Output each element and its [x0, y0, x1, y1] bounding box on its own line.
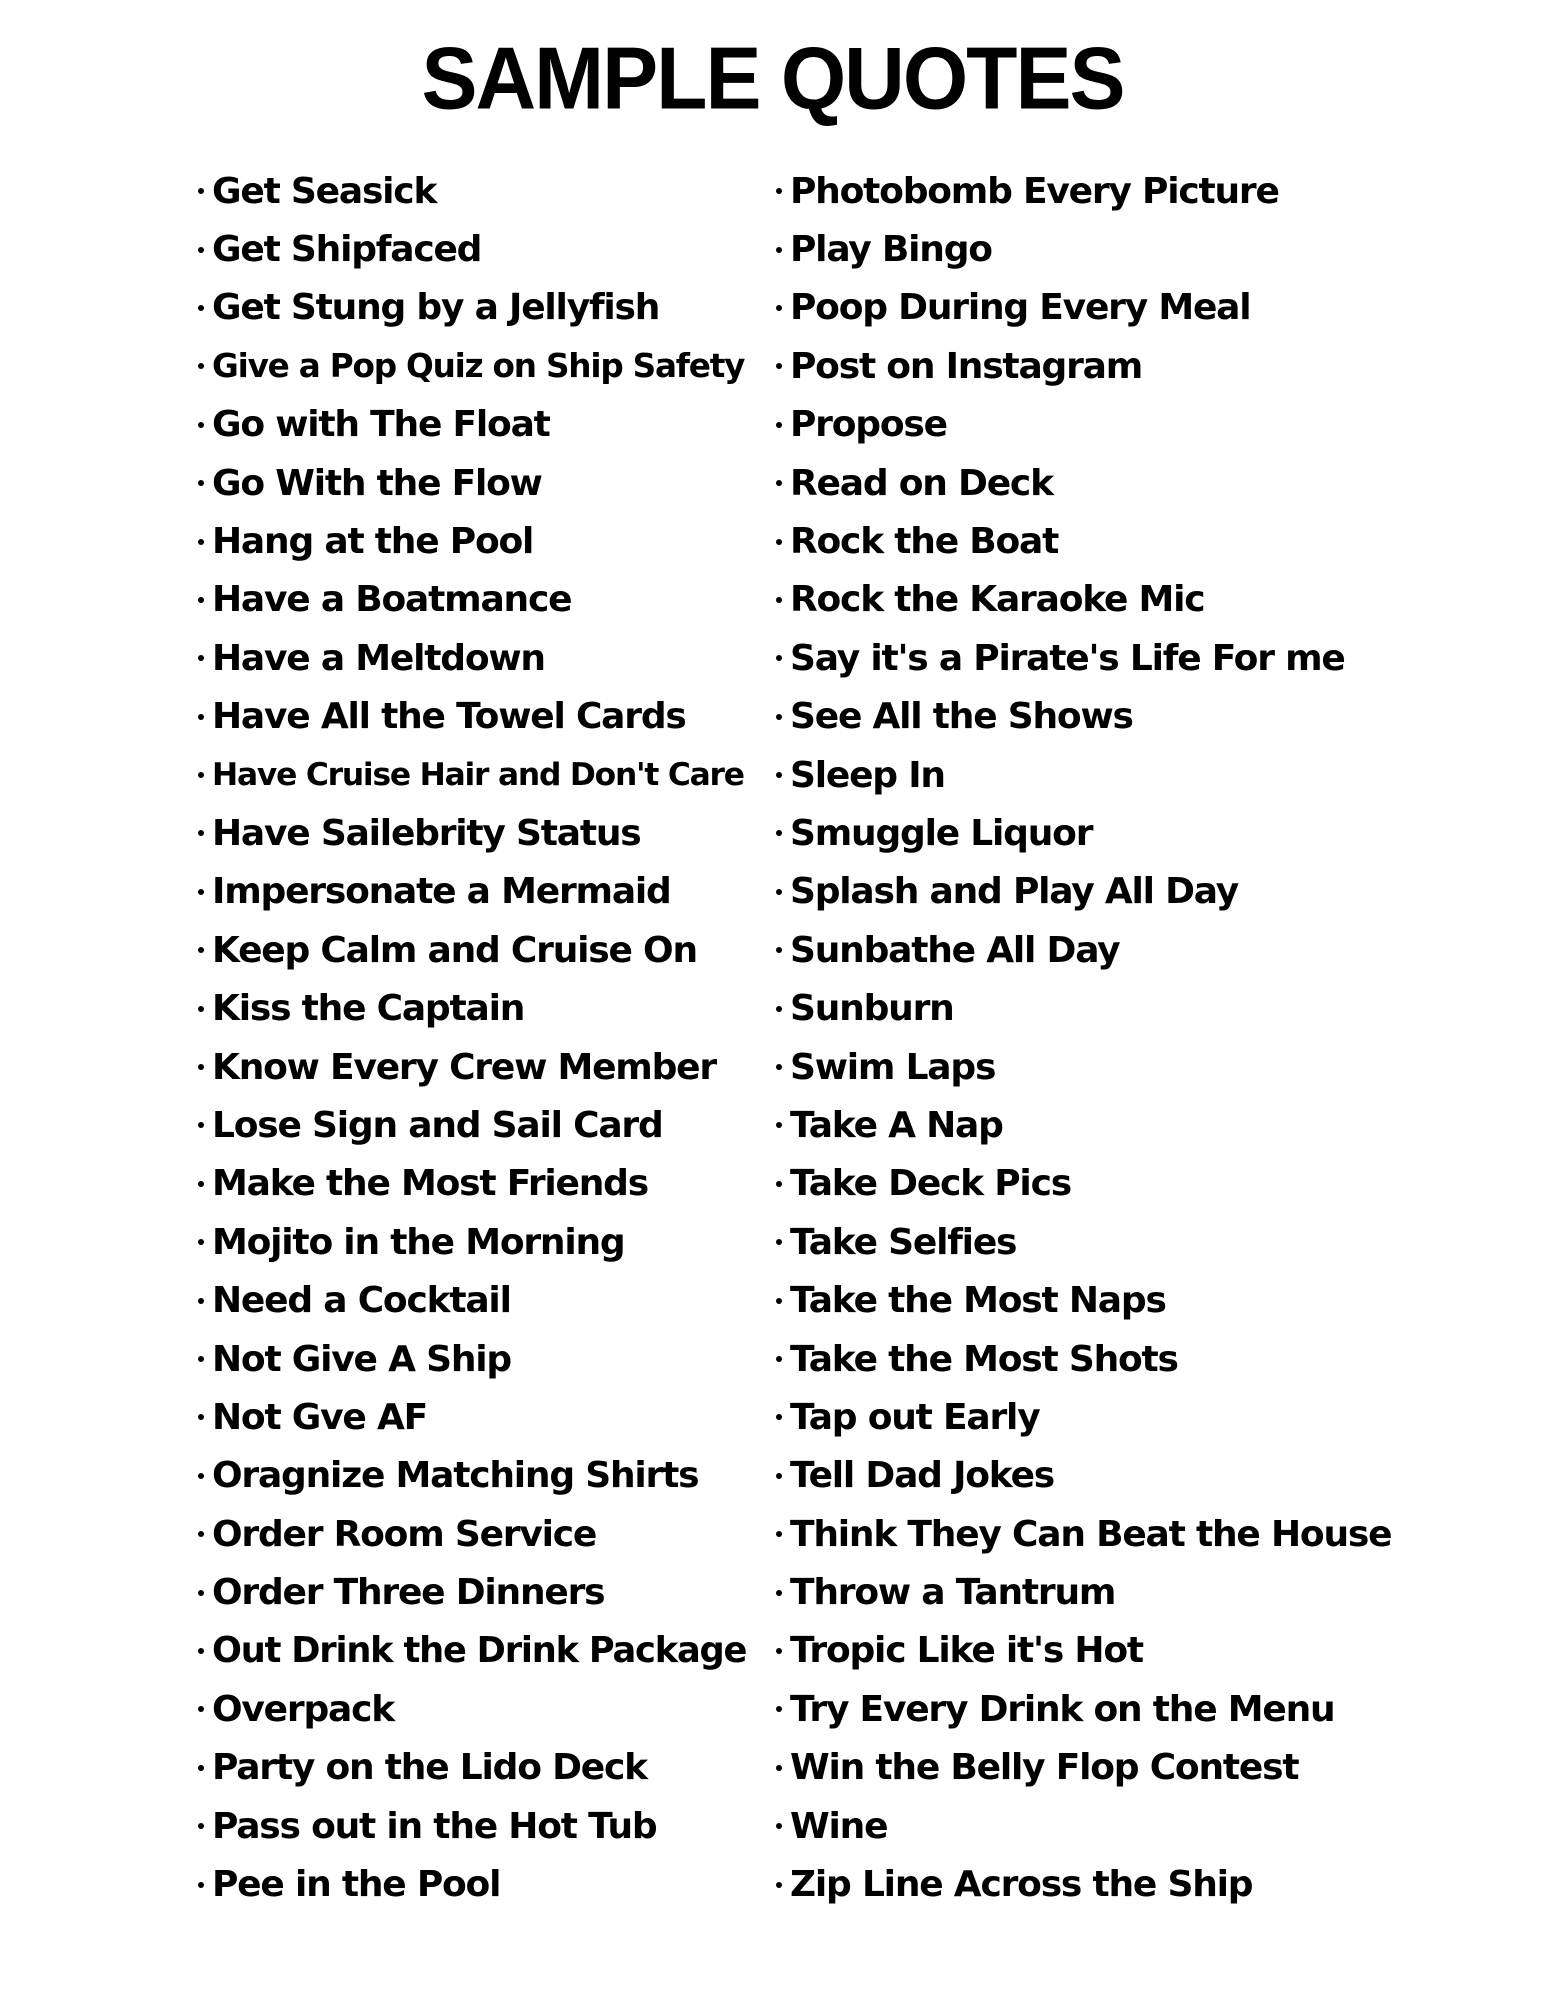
bullet-dot-icon — [776, 1239, 782, 1245]
bullet-dot-icon — [198, 1298, 204, 1304]
quote-text: Wine — [790, 1805, 888, 1847]
quote-item — [776, 1096, 1396, 1154]
quote-text: Take the Most Naps — [790, 1280, 1166, 1322]
quote-text: Out Drink the Drink Package — [212, 1630, 747, 1672]
quote-text: Know Every Crew Member — [212, 1046, 716, 1088]
bullet-dot-icon — [198, 363, 204, 369]
quote-item — [776, 1622, 1396, 1680]
bullet-dot-icon — [776, 1122, 782, 1128]
quote-text: Have a Boatmance — [212, 579, 572, 621]
quote-item — [776, 454, 1396, 512]
quote-text: Take the Most Shots — [790, 1338, 1178, 1380]
quote-item — [776, 863, 1396, 921]
bullet-dot-icon — [198, 1823, 204, 1829]
quote-item — [198, 1622, 758, 1680]
bullet-dot-icon — [198, 247, 204, 253]
quote-text: Rock the Boat — [790, 521, 1059, 563]
quote-text: Read on Deck — [790, 462, 1053, 504]
page-title: SAMPLE QUOTES — [421, 28, 1124, 128]
bullet-dot-icon — [776, 1006, 782, 1012]
quote-item — [776, 1797, 1396, 1855]
quote-item — [776, 804, 1396, 862]
quote-text: Take A Nap — [790, 1104, 1003, 1146]
quote-item — [198, 279, 758, 337]
bullet-dot-icon — [198, 1531, 204, 1537]
quote-text: Mojito in the Morning — [212, 1221, 625, 1263]
bullet-dot-icon — [776, 1531, 782, 1537]
bullet-dot-icon — [198, 1765, 204, 1771]
quote-text: Tap out Early — [790, 1396, 1040, 1438]
quote-text: Order Three Dinners — [212, 1572, 605, 1614]
quote-item — [776, 1330, 1396, 1388]
quote-item — [198, 1155, 758, 1213]
quote-text: Hang at the Pool — [212, 521, 534, 563]
bullet-dot-icon — [776, 1298, 782, 1304]
quote-text: Rock the Karaoke Mic — [790, 579, 1205, 621]
quote-item — [198, 863, 758, 921]
bullet-dot-icon — [776, 1590, 782, 1596]
bullet-dot-icon — [198, 1064, 204, 1070]
quote-text: See All the Shows — [790, 696, 1133, 738]
bullet-dot-icon — [198, 889, 204, 895]
quote-text: Take Deck Pics — [790, 1163, 1071, 1205]
quote-item — [198, 629, 758, 687]
quote-item — [776, 1388, 1396, 1446]
quote-item — [198, 979, 758, 1037]
quote-text: Impersonate a Mermaid — [212, 871, 671, 913]
quote-text: Have All the Towel Cards — [212, 696, 686, 738]
quote-item — [198, 162, 758, 220]
quote-item — [198, 1739, 758, 1797]
quote-item — [198, 746, 758, 804]
bullet-dot-icon — [776, 1356, 782, 1362]
bullet-dot-icon — [198, 539, 204, 545]
quote-item — [198, 396, 758, 454]
quote-item — [198, 1447, 758, 1505]
bullet-dot-icon — [198, 772, 204, 778]
bullet-dot-icon — [776, 480, 782, 486]
quote-item — [776, 746, 1396, 804]
quote-text: Tropic Like it's Hot — [790, 1630, 1143, 1672]
quote-item — [776, 571, 1396, 629]
bullet-dot-icon — [776, 1064, 782, 1070]
bullet-dot-icon — [198, 1006, 204, 1012]
quote-item — [776, 1447, 1396, 1505]
bullet-dot-icon — [776, 539, 782, 545]
quote-item — [198, 921, 758, 979]
quote-item — [776, 629, 1396, 687]
quote-text: Win the Belly Flop Contest — [790, 1747, 1299, 1789]
bullet-dot-icon — [776, 363, 782, 369]
quote-text: Order Room Service — [212, 1513, 597, 1555]
bullet-dot-icon — [198, 1239, 204, 1245]
quote-text: Think They Can Beat the House — [790, 1513, 1392, 1555]
quote-item — [198, 1330, 758, 1388]
quote-item — [776, 512, 1396, 570]
quote-text: Take Selfies — [790, 1221, 1017, 1263]
bullet-dot-icon — [776, 1882, 782, 1888]
quote-text: Lose Sign and Sail Card — [212, 1104, 663, 1146]
quote-text: Give a Pop Quiz on Ship Safety — [212, 347, 745, 386]
bullet-dot-icon — [198, 1473, 204, 1479]
quote-text: Say it's a Pirate's Life For me — [790, 637, 1345, 679]
quote-item — [198, 220, 758, 278]
bullet-dot-icon — [776, 1473, 782, 1479]
quote-item — [776, 979, 1396, 1037]
quote-item — [776, 921, 1396, 979]
bullet-dot-icon — [198, 305, 204, 311]
quote-text: Post on Instagram — [790, 345, 1143, 387]
quote-item — [198, 804, 758, 862]
quote-item — [198, 512, 758, 570]
bullet-dot-icon — [776, 772, 782, 778]
bullet-dot-icon — [198, 480, 204, 486]
bullet-dot-icon — [198, 1590, 204, 1596]
quote-text: Smuggle Liquor — [790, 812, 1093, 854]
quote-text: Swim Laps — [790, 1046, 996, 1088]
quote-item — [776, 1271, 1396, 1329]
quote-item — [198, 1680, 758, 1738]
quote-item — [776, 337, 1396, 395]
bullet-dot-icon — [776, 247, 782, 253]
bullet-dot-icon — [198, 655, 204, 661]
quote-text: Make the Most Friends — [212, 1163, 648, 1205]
quote-item — [198, 688, 758, 746]
bullet-dot-icon — [776, 947, 782, 953]
quote-item — [776, 1213, 1396, 1271]
bullet-dot-icon — [198, 597, 204, 603]
quote-item — [776, 1505, 1396, 1563]
quote-text: Get Stung by a Jellyfish — [212, 287, 660, 329]
bullet-dot-icon — [776, 889, 782, 895]
quote-text: Keep Calm and Cruise On — [212, 929, 697, 971]
bullet-dot-icon — [198, 947, 204, 953]
bullet-dot-icon — [198, 1122, 204, 1128]
quote-text: Overpack — [212, 1688, 394, 1730]
quote-text: Not Give A Ship — [212, 1338, 511, 1380]
quote-item — [776, 396, 1396, 454]
quote-text: Photobomb Every Picture — [790, 170, 1279, 212]
quote-text: Sleep In — [790, 754, 945, 796]
bullet-dot-icon — [198, 1706, 204, 1712]
bullet-dot-icon — [776, 1823, 782, 1829]
quote-text: Oragnize Matching Shirts — [212, 1455, 699, 1497]
quote-text: Not Gve AF — [212, 1396, 428, 1438]
quote-item — [198, 1388, 758, 1446]
bullet-dot-icon — [776, 1765, 782, 1771]
quote-item — [776, 1680, 1396, 1738]
quote-item — [198, 1213, 758, 1271]
quote-item — [776, 688, 1396, 746]
quote-item — [198, 454, 758, 512]
bullet-dot-icon — [776, 305, 782, 311]
quote-text: Propose — [790, 404, 947, 446]
bullet-dot-icon — [198, 830, 204, 836]
bullet-dot-icon — [198, 714, 204, 720]
quote-item — [198, 1855, 758, 1913]
quote-item — [776, 162, 1396, 220]
quote-text: Get Shipfaced — [212, 229, 482, 271]
quote-item — [776, 279, 1396, 337]
quote-text: Pee in the Pool — [212, 1864, 501, 1906]
bullet-dot-icon — [776, 597, 782, 603]
quote-text: Have Sailebrity Status — [212, 812, 641, 854]
quote-text: Have Cruise Hair and Don't Care — [212, 757, 744, 794]
quote-text: Zip Line Across the Ship — [790, 1864, 1253, 1906]
quote-item — [776, 1155, 1396, 1213]
quote-item — [198, 1271, 758, 1329]
bullet-dot-icon — [776, 655, 782, 661]
quote-text: Tell Dad Jokes — [790, 1455, 1055, 1497]
bullet-dot-icon — [198, 1181, 204, 1187]
quote-item — [198, 1563, 758, 1621]
bullet-dot-icon — [198, 188, 204, 194]
bullet-dot-icon — [776, 1706, 782, 1712]
bullet-dot-icon — [198, 1648, 204, 1654]
quote-item — [776, 1855, 1396, 1913]
quote-text: Poop During Every Meal — [790, 287, 1251, 329]
bullet-dot-icon — [198, 1414, 204, 1420]
quote-text: Go with The Float — [212, 404, 550, 446]
quote-item — [198, 571, 758, 629]
quote-item — [198, 1038, 758, 1096]
bullet-dot-icon — [776, 714, 782, 720]
bullet-dot-icon — [776, 830, 782, 836]
quote-item — [776, 1739, 1396, 1797]
bullet-dot-icon — [776, 188, 782, 194]
quote-text: Try Every Drink on the Menu — [790, 1688, 1335, 1730]
quote-text: Splash and Play All Day — [790, 871, 1239, 913]
quote-text: Sunbathe All Day — [790, 929, 1120, 971]
bullet-dot-icon — [776, 1414, 782, 1420]
quote-text: Kiss the Captain — [212, 988, 525, 1030]
quote-item — [776, 220, 1396, 278]
quote-list-right — [776, 162, 1396, 1914]
quote-item — [776, 1038, 1396, 1096]
quote-text: Throw a Tantrum — [790, 1572, 1116, 1614]
quote-text: Party on the Lido Deck — [212, 1747, 647, 1789]
quote-text: Have a Meltdown — [212, 637, 545, 679]
quote-text: Sunburn — [790, 988, 954, 1030]
bullet-dot-icon — [776, 1648, 782, 1654]
bullet-dot-icon — [776, 1181, 782, 1187]
quote-text: Go With the Flow — [212, 462, 542, 504]
quote-list-left — [198, 162, 758, 1914]
quote-item — [776, 1563, 1396, 1621]
quote-text: Play Bingo — [790, 229, 992, 271]
quote-text: Pass out in the Hot Tub — [212, 1805, 657, 1847]
quote-text: Get Seasick — [212, 170, 437, 212]
bullet-dot-icon — [776, 422, 782, 428]
bullet-dot-icon — [198, 422, 204, 428]
bullet-dot-icon — [198, 1356, 204, 1362]
quote-item — [198, 1797, 758, 1855]
bullet-dot-icon — [198, 1882, 204, 1888]
quote-item — [198, 1096, 758, 1154]
quote-text: Need a Cocktail — [212, 1280, 511, 1322]
quote-item — [198, 1505, 758, 1563]
quote-item — [198, 337, 758, 395]
